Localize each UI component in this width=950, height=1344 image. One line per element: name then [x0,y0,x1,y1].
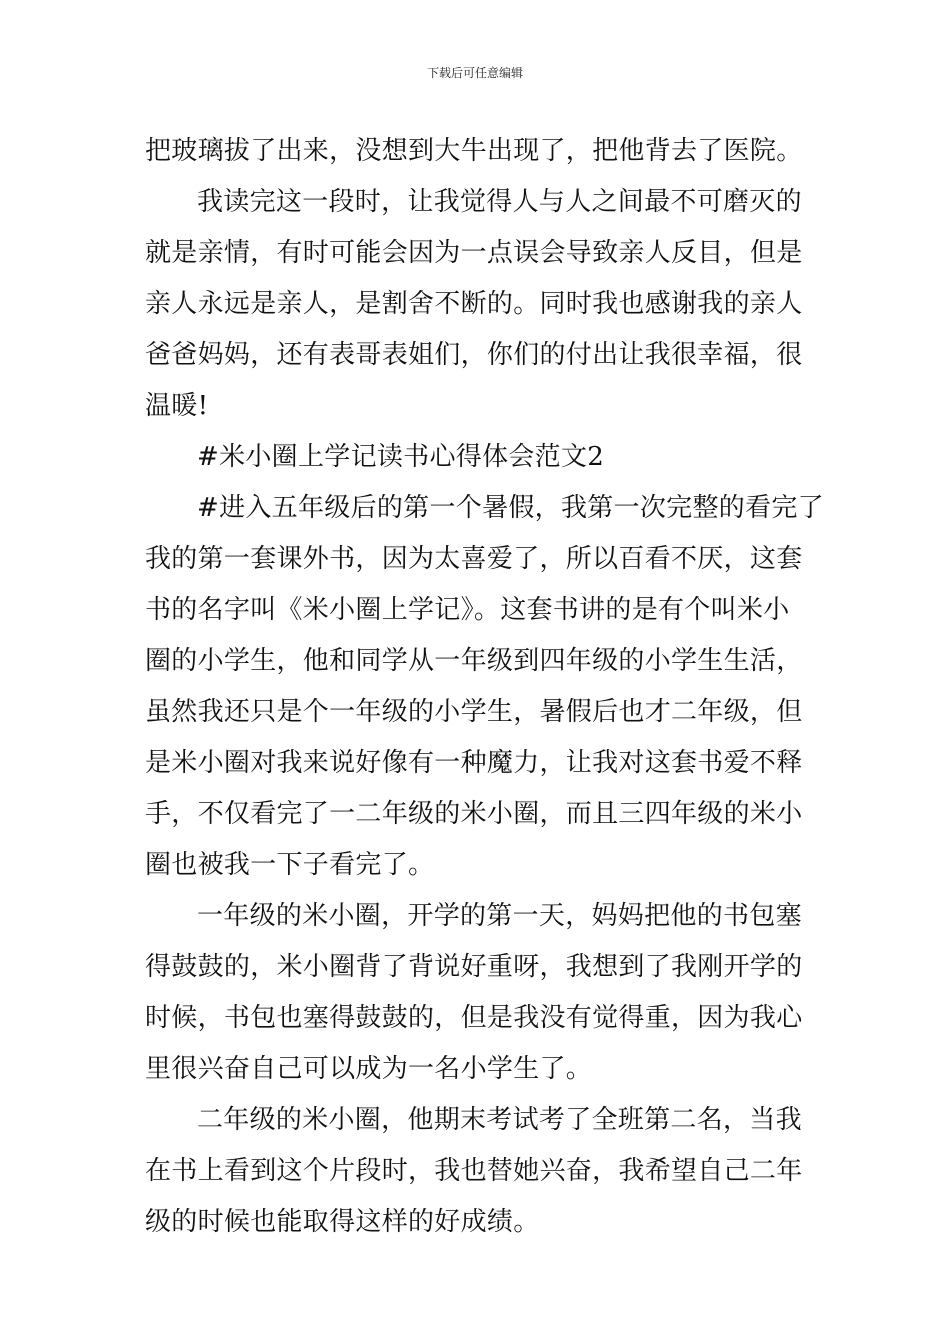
text-line: 级的时候也能取得这样的好成绩。 [145,1207,540,1237]
text-line: 圈的小学生，他和同学从一年级到四年级的小学生生活， [145,646,803,676]
paragraph-start-line: 二年级的米小圈，他期末考试考了全班第二名，当我 [197,1105,802,1135]
section-heading: #米小圈上学记读书心得体会范文2 [197,442,605,472]
text-line: 温暖! [145,391,209,421]
text-line: 我的第一套课外书，因为太喜爱了，所以百看不厌，这套 [145,544,803,574]
text-line: 虽然我还只是个一年级的小学生，暑假后也才二年级，但 [145,697,803,727]
text-line: 圈也被我一下子看完了。 [145,850,435,880]
text-line: 亲人永远是亲人，是割舍不断的。同时我也感谢我的亲人 [145,289,803,319]
text-line: 手，不仅看完了一二年级的米小圈，而且三四年级的米小 [145,799,803,829]
text-line: 得鼓鼓的，米小圈背了背说好重呀，我想到了我刚开学的 [145,952,803,982]
text-line: 时候，书包也塞得鼓鼓的，但是我没有觉得重，因为我心 [145,1003,803,1033]
text-line: 是米小圈对我来说好像有一种魔力，让我对这套书爱不释 [145,748,803,778]
document-body [145,126,824,1248]
text-line: 在书上看到这个片段时，我也替她兴奋，我希望自己二年 [145,1156,803,1186]
page-header: 下载后可任意编辑 [426,66,523,80]
text-line: 就是亲情，有时可能会因为一点误会导致亲人反目，但是 [145,238,803,268]
paragraph-start-line: 一年级的米小圈，开学的第一天，妈妈把他的书包塞 [197,901,802,931]
text-line: 把玻璃拔了出来，没想到大牛出现了，把他背去了医院。 [145,136,803,166]
text-line: 爸爸妈妈，还有表哥表姐们，你们的付出让我很幸福，很 [145,340,803,370]
paragraph-start-line: 我读完这一段时，让我觉得人与人之间最不可磨灭的 [197,187,802,217]
text-line: 里很兴奋自己可以成为一名小学生了。 [145,1054,593,1084]
text-line: 书的名字叫《米小圈上学记》。这套书讲的是有个叫米小 [145,595,790,625]
paragraph-start-line: #进入五年级后的第一个暑假，我第一次完整的看完了 [197,493,824,523]
